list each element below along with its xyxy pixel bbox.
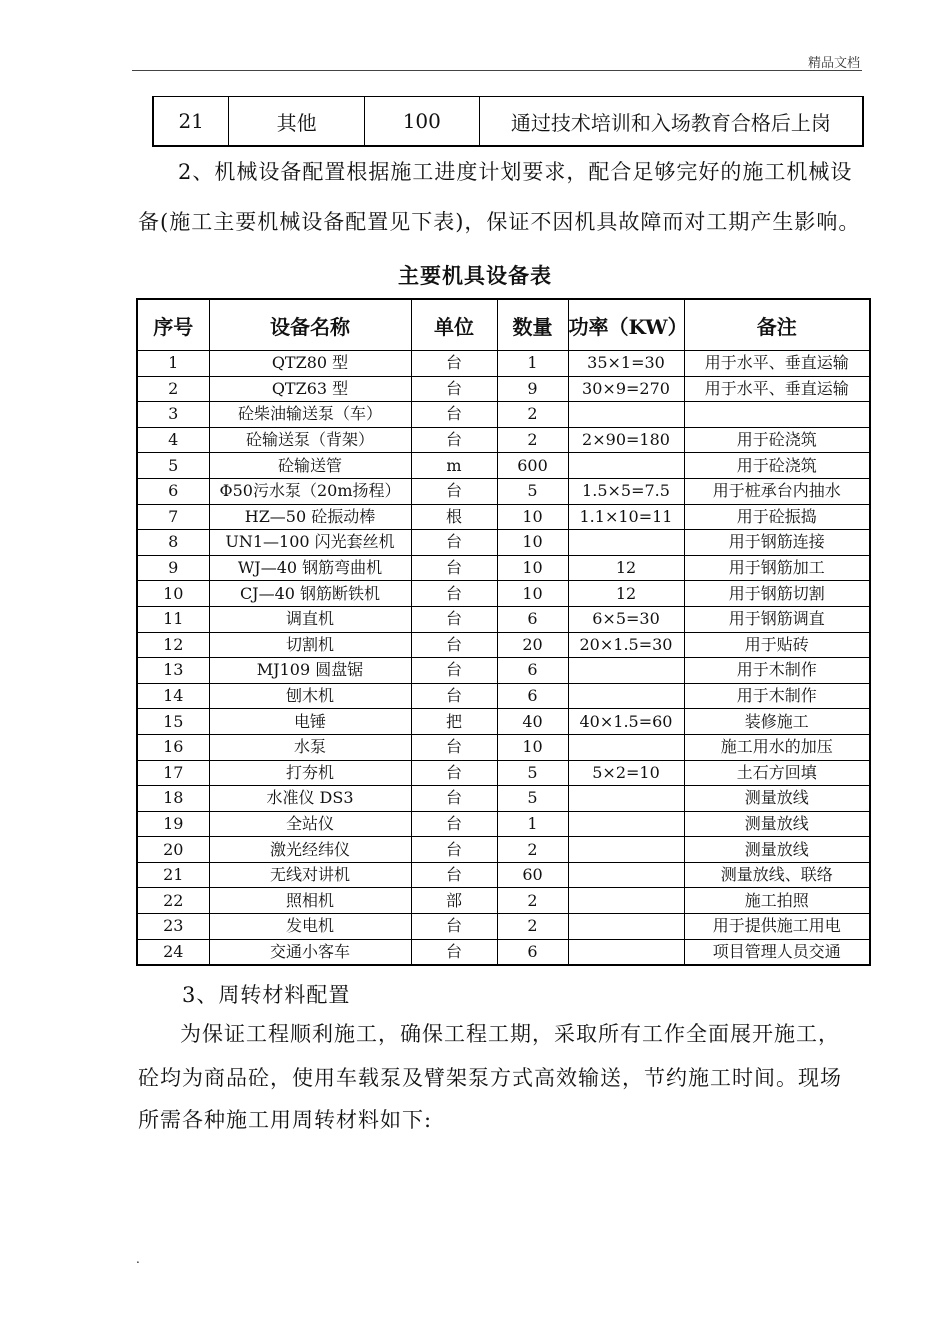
cell-power: 5×2=10	[568, 760, 684, 786]
section-heading-materials: 3、周转材料配置	[182, 983, 351, 1007]
table-row	[137, 683, 870, 709]
cell-unit: 台	[411, 734, 497, 760]
cell-note: 土石方回填	[684, 760, 870, 786]
cell-note: 用于木制作	[684, 683, 870, 709]
cell-unit: 台	[411, 632, 497, 658]
cell-qty: 2	[497, 402, 568, 428]
cell-note: 施工拍照	[684, 888, 870, 914]
table-row	[137, 530, 870, 556]
cell-qty: 2	[497, 914, 568, 940]
table-row	[137, 837, 870, 863]
table-row	[137, 504, 870, 530]
table-row	[137, 862, 870, 888]
paragraph-equipment-intro: 2、机械设备配置根据施工进度计划要求，配合足够完好的施工机械设	[178, 160, 853, 184]
cell-note: 用于提供施工用电	[684, 914, 870, 940]
cell-qty: 2	[497, 888, 568, 914]
cell-qty: 10	[497, 581, 568, 607]
cell-qty: 6	[497, 606, 568, 632]
cell-no: 4	[137, 427, 209, 453]
cell-no: 9	[137, 555, 209, 581]
table-header-row	[137, 299, 870, 351]
cell-no: 2	[137, 376, 209, 402]
header-no: 序号	[137, 299, 209, 351]
cell-no: 5	[137, 453, 209, 479]
cell-no: 8	[137, 530, 209, 556]
cell-unit: 台	[411, 760, 497, 786]
table-row	[137, 734, 870, 760]
cell-unit: 台	[411, 530, 497, 556]
cell-qty: 40	[497, 709, 568, 735]
cell-name: 电锤	[209, 709, 411, 735]
cell-name: 砼输送管	[209, 453, 411, 479]
cell-no: 12	[137, 632, 209, 658]
cell-power: 30×9=270	[568, 376, 684, 402]
cell-qty: 600	[497, 453, 568, 479]
cell-name: 无线对讲机	[209, 862, 411, 888]
cell-note: 用于木制作	[684, 658, 870, 684]
cell-qty: 6	[497, 683, 568, 709]
cell-note: 用于水平、垂直运输	[684, 351, 870, 377]
cell-note: 施工用水的加压	[684, 734, 870, 760]
table-row	[137, 427, 870, 453]
cell-qty: 10	[497, 504, 568, 530]
cell-qty: 9	[497, 376, 568, 402]
cell-power: 12	[568, 581, 684, 607]
cell-unit: 根	[411, 504, 497, 530]
cell-qty: 2	[497, 427, 568, 453]
cell-name: 切割机	[209, 632, 411, 658]
cell-no: 17	[137, 760, 209, 786]
cell-no: 21	[137, 862, 209, 888]
table-row	[137, 709, 870, 735]
table-row	[137, 658, 870, 684]
table-row	[137, 581, 870, 607]
header-note: 备注	[684, 299, 870, 351]
cell-note: 用于钢筋切割	[684, 581, 870, 607]
cell-unit: 台	[411, 862, 497, 888]
cell-count: 100	[364, 97, 479, 147]
cell-power	[568, 402, 684, 428]
cell-name: 打夯机	[209, 760, 411, 786]
cell-unit: 台	[411, 786, 497, 812]
equipment-table	[136, 298, 871, 966]
cell-power: 12	[568, 555, 684, 581]
cell-unit: 台	[411, 478, 497, 504]
table-row	[137, 888, 870, 914]
cell-no: 21	[153, 97, 229, 147]
header-unit: 单位	[411, 299, 497, 351]
cell-power	[568, 658, 684, 684]
header-power: 功率（KW）	[568, 299, 684, 351]
cell-no: 23	[137, 914, 209, 940]
cell-unit: 台	[411, 914, 497, 940]
cell-unit: 部	[411, 888, 497, 914]
cell-note: 用于水平、垂直运输	[684, 376, 870, 402]
cell-unit: 台	[411, 683, 497, 709]
cell-name: MJ109 圆盘锯	[209, 658, 411, 684]
table-row	[137, 351, 870, 377]
paragraph-materials: 为保证工程顺利施工，确保工程工期，采取所有工作全面展开施工，	[180, 1022, 840, 1046]
cell-unit: 台	[411, 555, 497, 581]
cell-power	[568, 939, 684, 965]
cell-power	[568, 862, 684, 888]
footer-mark: .	[136, 1252, 140, 1266]
cell-power	[568, 837, 684, 863]
cell-note: 测量放线	[684, 837, 870, 863]
table-row	[137, 786, 870, 812]
cell-power	[568, 888, 684, 914]
table-title: 主要机具设备表	[398, 263, 552, 288]
table-row	[153, 97, 863, 147]
cell-name: 水准仪 DS3	[209, 786, 411, 812]
cell-note: 用于钢筋调直	[684, 606, 870, 632]
cell-unit: 把	[411, 709, 497, 735]
cell-unit: 台	[411, 658, 497, 684]
cell-note: 用于桩承台内抽水	[684, 478, 870, 504]
header-label: 精品文档	[807, 56, 860, 71]
cell-name: 砼柴油输送泵（车）	[209, 402, 411, 428]
continued-table	[152, 96, 864, 147]
cell-qty: 6	[497, 939, 568, 965]
cell-qty: 5	[497, 478, 568, 504]
cell-note: 用于砼振捣	[684, 504, 870, 530]
cell-power: 35×1=30	[568, 351, 684, 377]
cell-no: 24	[137, 939, 209, 965]
cell-note: 项目管理人员交通	[684, 939, 870, 965]
cell-power: 1.1×10=11	[568, 504, 684, 530]
cell-no: 11	[137, 606, 209, 632]
cell-no: 3	[137, 402, 209, 428]
cell-qty: 2	[497, 837, 568, 863]
cell-power: 2×90=180	[568, 427, 684, 453]
cell-power	[568, 453, 684, 479]
cell-no: 6	[137, 478, 209, 504]
cell-qty: 6	[497, 658, 568, 684]
table-row	[137, 914, 870, 940]
cell-note: 用于钢筋连接	[684, 530, 870, 556]
cell-power	[568, 786, 684, 812]
cell-qty: 60	[497, 862, 568, 888]
table-row	[137, 478, 870, 504]
paragraph-materials-end: 所需各种施工用周转材料如下:	[138, 1108, 433, 1132]
cell-no: 13	[137, 658, 209, 684]
table-row	[137, 811, 870, 837]
cell-note: 用于钢筋加工	[684, 555, 870, 581]
cell-qty: 10	[497, 530, 568, 556]
cell-qty: 1	[497, 811, 568, 837]
cell-note: 测量放线	[684, 786, 870, 812]
cell-name: UN1—100 闪光套丝机	[209, 530, 411, 556]
cell-name: 交通小客车	[209, 939, 411, 965]
cell-no: 22	[137, 888, 209, 914]
cell-unit: m	[411, 453, 497, 479]
cell-no: 7	[137, 504, 209, 530]
cell-power	[568, 811, 684, 837]
cell-name: 照相机	[209, 888, 411, 914]
cell-no: 15	[137, 709, 209, 735]
cell-no: 14	[137, 683, 209, 709]
cell-name: HZ—50 砼振动棒	[209, 504, 411, 530]
table-row	[137, 606, 870, 632]
cell-qty: 20	[497, 632, 568, 658]
cell-name: 其他	[229, 97, 365, 147]
cell-name: CJ—40 钢筋断铁机	[209, 581, 411, 607]
cell-power	[568, 914, 684, 940]
cell-note: 测量放线、联络	[684, 862, 870, 888]
cell-no: 1	[137, 351, 209, 377]
cell-note: 测量放线	[684, 811, 870, 837]
cell-qty: 10	[497, 555, 568, 581]
cell-power	[568, 683, 684, 709]
cell-unit: 台	[411, 427, 497, 453]
cell-note	[684, 402, 870, 428]
cell-qty: 5	[497, 786, 568, 812]
cell-no: 19	[137, 811, 209, 837]
table-row	[137, 632, 870, 658]
cell-name: QTZ80 型	[209, 351, 411, 377]
cell-power: 1.5×5=7.5	[568, 478, 684, 504]
cell-power: 40×1.5=60	[568, 709, 684, 735]
cell-unit: 台	[411, 939, 497, 965]
cell-name: 水泵	[209, 734, 411, 760]
cell-name: 全站仪	[209, 811, 411, 837]
cell-name: 激光经纬仪	[209, 837, 411, 863]
table-row	[137, 939, 870, 965]
cell-name: 调直机	[209, 606, 411, 632]
cell-unit: 台	[411, 811, 497, 837]
paragraph-equipment-intro-cont: 备(施工主要机械设备配置见下表)，保证不因机具故障而对工期产生影响。	[138, 210, 861, 234]
paragraph-materials-cont: 砼均为商品砼，使用车载泵及臂架泵方式高效输送，节约施工时间。现场	[138, 1066, 842, 1090]
cell-power: 6×5=30	[568, 606, 684, 632]
cell-unit: 台	[411, 837, 497, 863]
table-row	[137, 402, 870, 428]
cell-unit: 台	[411, 351, 497, 377]
cell-qty: 1	[497, 351, 568, 377]
cell-name: QTZ63 型	[209, 376, 411, 402]
cell-unit: 台	[411, 581, 497, 607]
table-row	[137, 453, 870, 479]
cell-note: 用于贴砖	[684, 632, 870, 658]
cell-unit: 台	[411, 402, 497, 428]
cell-unit: 台	[411, 606, 497, 632]
table-row	[137, 760, 870, 786]
cell-name: 砼输送泵（背架）	[209, 427, 411, 453]
cell-no: 16	[137, 734, 209, 760]
cell-no: 18	[137, 786, 209, 812]
cell-name: 刨木机	[209, 683, 411, 709]
cell-note: 通过技术培训和入场教育合格后上岗	[479, 97, 863, 147]
cell-no: 20	[137, 837, 209, 863]
header-qty: 数量	[497, 299, 568, 351]
header-rule	[132, 70, 862, 71]
cell-qty: 5	[497, 760, 568, 786]
cell-note: 装修施工	[684, 709, 870, 735]
cell-power	[568, 734, 684, 760]
table-row	[137, 555, 870, 581]
cell-note: 用于砼浇筑	[684, 453, 870, 479]
cell-note: 用于砼浇筑	[684, 427, 870, 453]
cell-unit: 台	[411, 376, 497, 402]
cell-qty: 10	[497, 734, 568, 760]
table-row	[137, 376, 870, 402]
cell-no: 10	[137, 581, 209, 607]
cell-power	[568, 530, 684, 556]
cell-name: Φ50污水泵（20m扬程）	[209, 478, 411, 504]
header-name: 设备名称	[209, 299, 411, 351]
cell-power: 20×1.5=30	[568, 632, 684, 658]
cell-name: WJ—40 钢筋弯曲机	[209, 555, 411, 581]
cell-name: 发电机	[209, 914, 411, 940]
